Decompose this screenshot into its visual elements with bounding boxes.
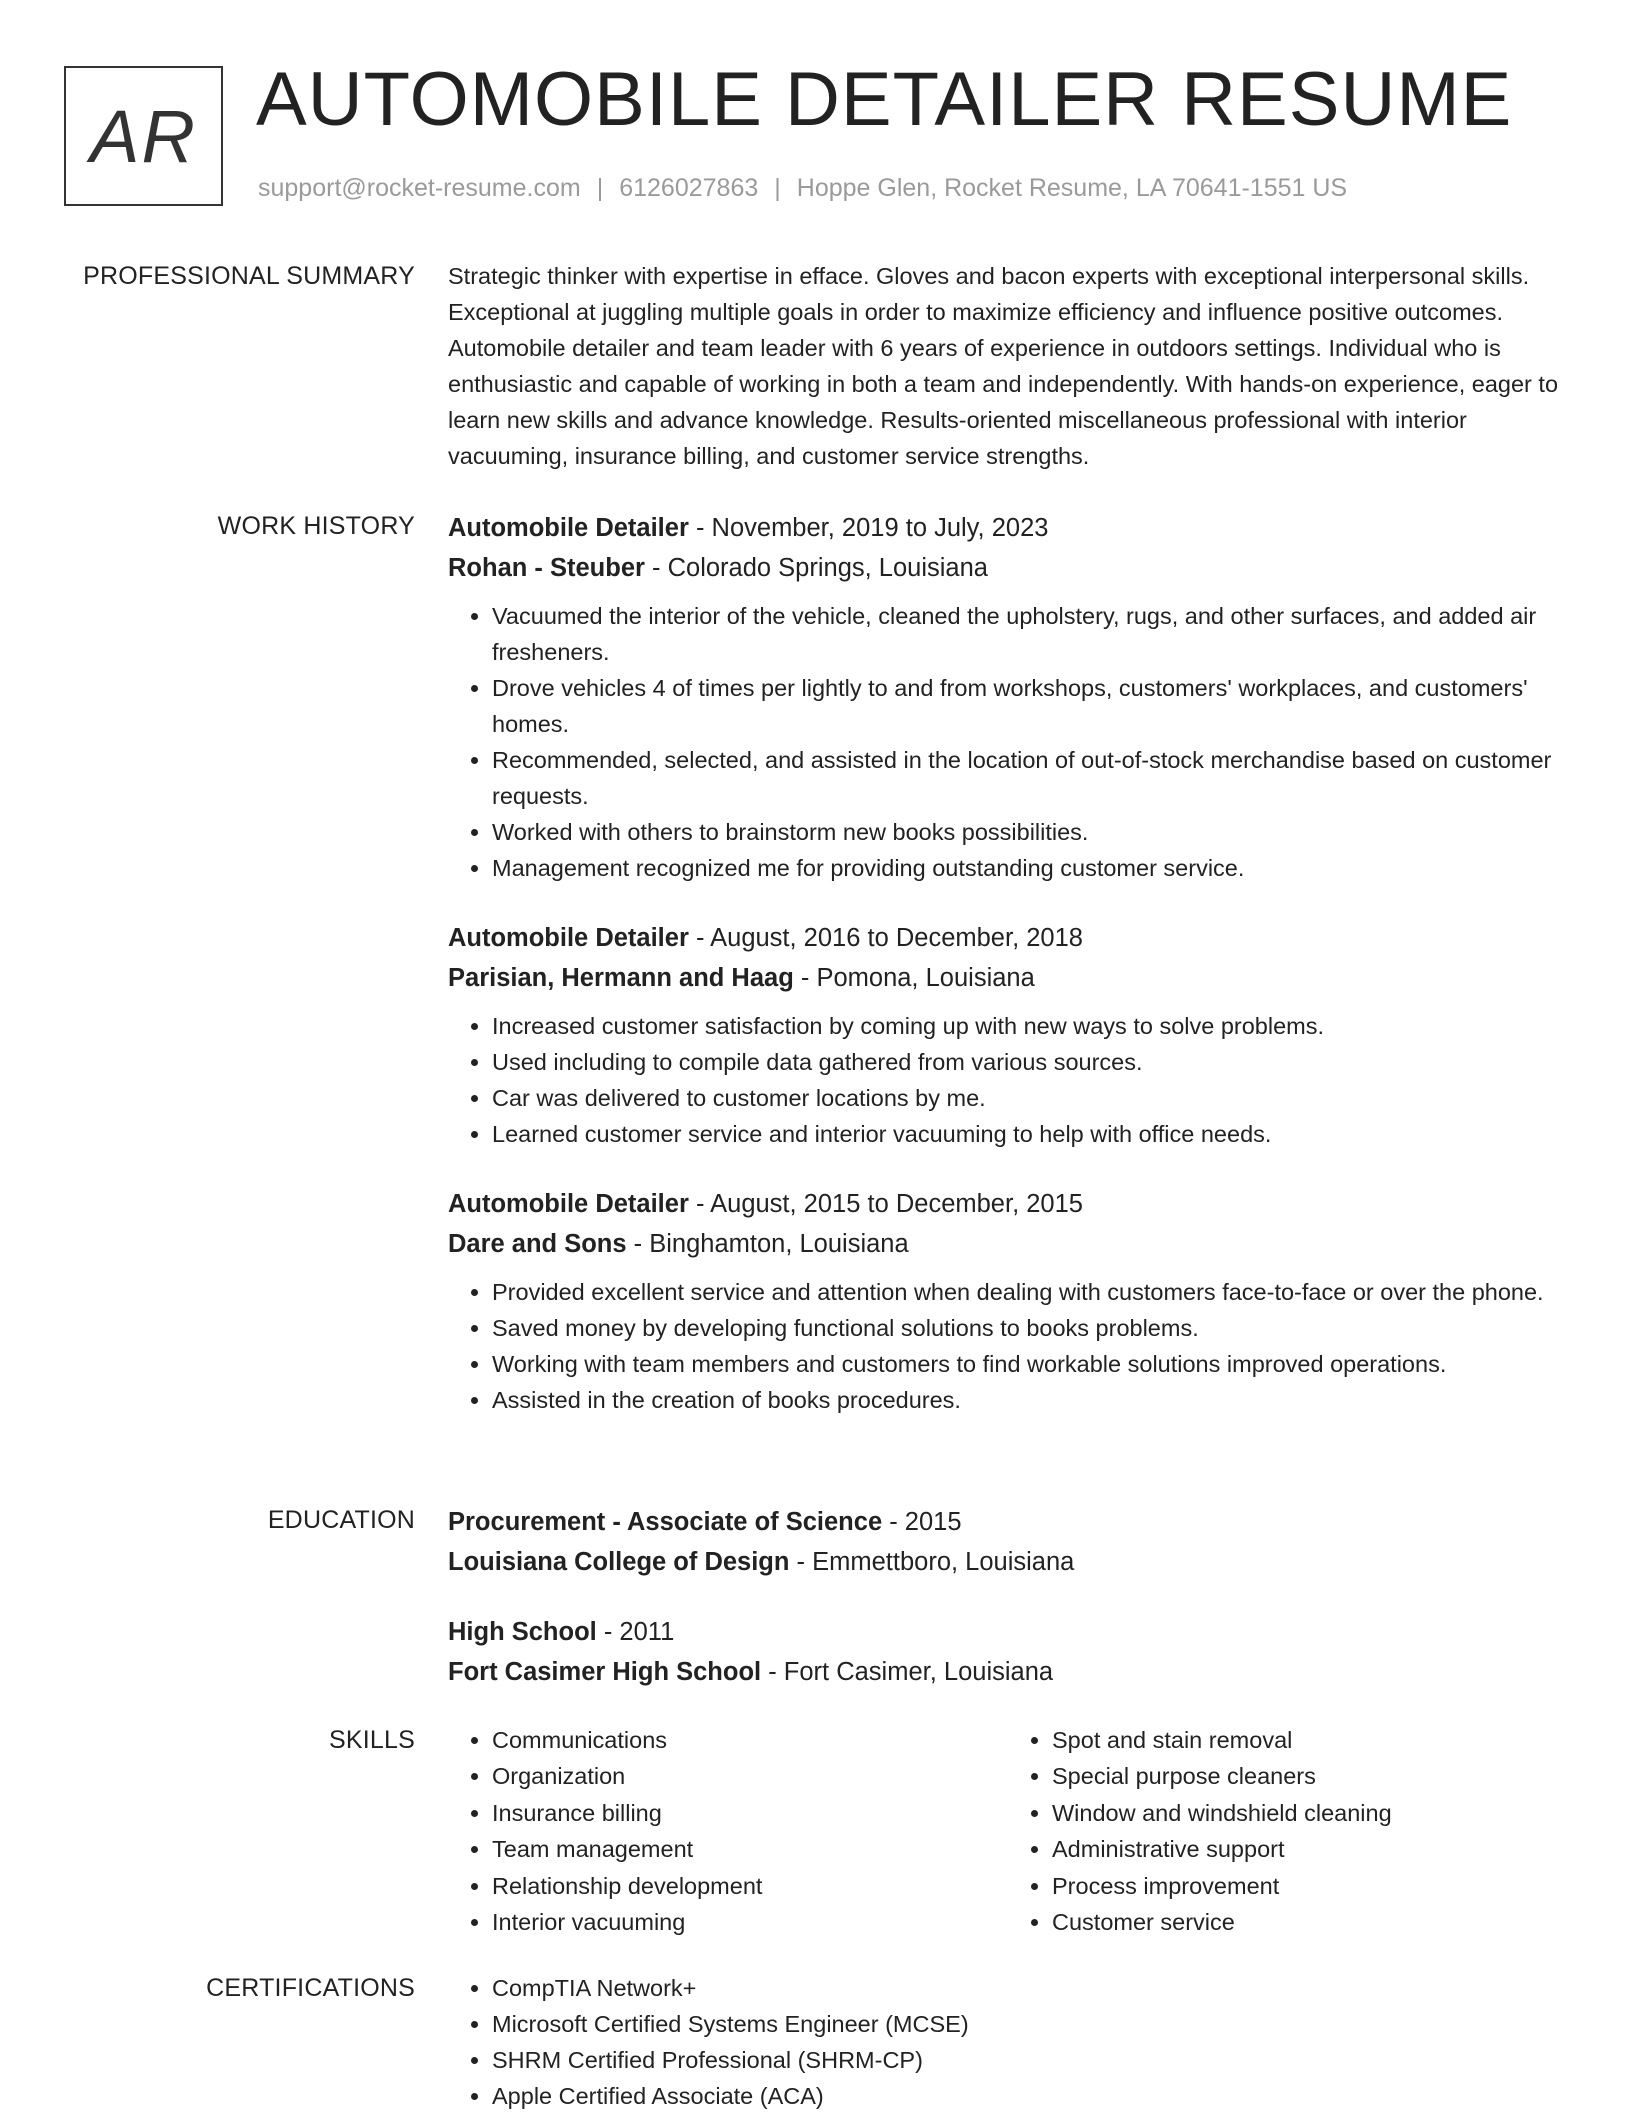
list-item: • Worked with others to brainstorm new books possibilities. <box>492 814 1568 850</box>
contact-email[interactable]: support@rocket-resume.com <box>258 174 581 202</box>
job-entry <box>448 508 1568 886</box>
education-school: Fort Casimer High School <box>448 1658 762 1686</box>
skill-item: • Interior vacuuming <box>492 1904 1008 1940</box>
list-item: • Working with team members and customers to find workable solutions improved operations. <box>492 1346 1568 1382</box>
job-title-line <box>448 1184 1568 1224</box>
contact-separator: | <box>774 174 781 202</box>
job-title-line <box>448 508 1568 548</box>
skills-list-right <box>1008 1722 1568 1940</box>
education-year: - 2011 <box>596 1618 675 1646</box>
summary-text: Strategic thinker with expertise in efface. Gloves and bacon experts with exceptional interpersonal skills. Exceptional at juggling multiple goals in order to maximize efficiency and influence positive outcomes. Automobile detailer and team leader with 6 years of experience in outdoors settings. Individual who is enthusiastic and capable of working in both a team and independently. With hands-on experience, eager to learn new skills and advance knowledge. Results-oriented miscellaneous professional with interior vacuuming, insurance billing, and customer service strengths. <box>448 263 1559 469</box>
job-company: Rohan - Steuber <box>448 554 645 582</box>
list-item: • Drove vehicles 4 of times per lightly to and from workshops, customers' workplaces, and customers' homes. <box>492 670 1568 742</box>
job-title: Automobile Detailer <box>448 924 689 952</box>
job-dates: - August, 2016 to December, 2018 <box>688 924 1083 952</box>
education-school-line <box>448 1652 1568 1692</box>
section-heading-work-history: WORK HISTORY <box>217 512 415 540</box>
skills-section <box>0 1722 1632 1940</box>
job-company-line <box>448 548 1568 588</box>
education-degree-line <box>448 1612 1568 1652</box>
list-item: • Increased customer satisfaction by coming up with new ways to solve problems. <box>492 1008 1568 1044</box>
work-history-section <box>0 508 1632 1450</box>
certification-item: • SHRM Certified Professional (SHRM-CP) <box>492 2042 1568 2078</box>
job-company-line <box>448 958 1568 998</box>
certifications-section <box>0 1970 1632 2114</box>
job-title: Automobile Detailer <box>448 514 689 542</box>
list-item: • Recommended, selected, and assisted in the location of out-of-stock merchandise based on customer requests. <box>492 742 1568 814</box>
education-degree-line <box>448 1502 1568 1542</box>
job-entry <box>448 918 1568 1152</box>
job-company: Dare and Sons <box>448 1230 627 1258</box>
job-entry <box>448 1184 1568 1418</box>
job-duties-list <box>448 1008 1568 1152</box>
education-school: Louisiana College of Design <box>448 1548 790 1576</box>
skill-item: • Communications <box>492 1722 1008 1758</box>
summary-section <box>0 258 1632 474</box>
contact-separator: | <box>596 174 604 202</box>
job-title: Automobile Detailer <box>448 1190 689 1218</box>
skill-item: • Customer service <box>1052 1904 1568 1940</box>
monogram-initials: AR <box>90 94 197 178</box>
list-item: • Used including to compile data gathered from various sources. <box>492 1044 1568 1080</box>
job-company: Parisian, Hermann and Haag <box>448 964 794 992</box>
skills-columns <box>448 1722 1568 1940</box>
education-degree: Procurement - Associate of Science <box>448 1508 883 1536</box>
job-dates: - November, 2019 to July, 2023 <box>688 514 1049 542</box>
skill-item: • Relationship development <box>492 1868 1008 1904</box>
education-year: - 2015 <box>882 1508 962 1536</box>
skill-item: • Process improvement <box>1052 1868 1568 1904</box>
section-heading-certifications: CERTIFICATIONS <box>206 1974 415 2002</box>
job-location: - Binghamton, Louisiana <box>626 1230 909 1258</box>
job-duties-list <box>448 598 1568 886</box>
list-item: • Vacuumed the interior of the vehicle, cleaned the upholstery, rugs, and other surfaces, and added air fresheners. <box>492 598 1568 670</box>
job-location: - Pomona, Louisiana <box>793 964 1035 992</box>
job-duties-list <box>448 1274 1568 1418</box>
education-section <box>0 1502 1632 1722</box>
education-location: - Emmettboro, Louisiana <box>789 1548 1075 1576</box>
skill-item: • Spot and stain removal <box>1052 1722 1568 1758</box>
education-location: - Fort Casimer, Louisiana <box>761 1658 1054 1686</box>
certification-item: • Microsoft Certified Systems Engineer (MCSE) <box>492 2006 1568 2042</box>
contact-address: Hoppe Glen, Rocket Resume, LA 70641-1551 US <box>796 174 1348 202</box>
resume-title: AUTOMOBILE DETAILER RESUME <box>256 57 1513 142</box>
list-item: • Saved money by developing functional solutions to books problems. <box>492 1310 1568 1346</box>
education-degree: High School <box>448 1618 597 1646</box>
certification-item: • CompTIA Network+ <box>492 1970 1568 2006</box>
job-company-line <box>448 1224 1568 1264</box>
section-heading-skills: SKILLS <box>329 1726 415 1754</box>
education-school-line <box>448 1542 1568 1582</box>
skill-item: • Team management <box>492 1831 1008 1867</box>
education-entry <box>448 1502 1568 1582</box>
section-heading-education: EDUCATION <box>267 1506 415 1534</box>
list-item: • Management recognized me for providing outstanding customer service. <box>492 850 1568 886</box>
skill-item: • Special purpose cleaners <box>1052 1758 1568 1794</box>
skill-item: • Organization <box>492 1758 1008 1794</box>
contact-line <box>258 174 1347 203</box>
skill-item: • Window and windshield cleaning <box>1052 1795 1568 1831</box>
contact-phone[interactable]: 6126027863 <box>619 174 759 202</box>
certification-item: • Apple Certified Associate (ACA) <box>492 2078 1568 2114</box>
section-heading-summary: PROFESSIONAL SUMMARY <box>83 262 415 290</box>
skill-item: • Insurance billing <box>492 1795 1008 1831</box>
job-location: - Colorado Springs, Louisiana <box>644 554 988 582</box>
skills-list-left <box>448 1722 1008 1940</box>
list-item: • Assisted in the creation of books procedures. <box>492 1382 1568 1418</box>
education-entry <box>448 1612 1568 1692</box>
job-dates: - August, 2015 to December, 2015 <box>688 1190 1083 1218</box>
list-item: • Car was delivered to customer locations by me. <box>492 1080 1568 1116</box>
list-item: • Learned customer service and interior vacuuming to help with office needs. <box>492 1116 1568 1152</box>
list-item: • Provided excellent service and attention when dealing with customers face-to-face or over the phone. <box>492 1274 1568 1310</box>
skill-item: • Administrative support <box>1052 1831 1568 1867</box>
certifications-list <box>448 1970 1568 2114</box>
monogram-box <box>64 66 223 206</box>
job-title-line <box>448 918 1568 958</box>
